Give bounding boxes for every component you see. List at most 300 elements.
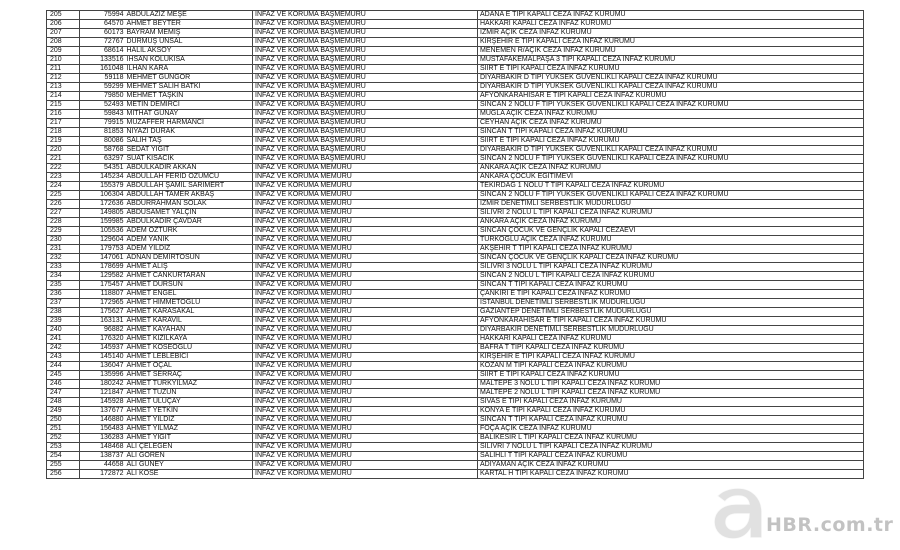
person-name-cell: İHSAN KOLUKISA — [125, 56, 253, 65]
registry-number-cell: 44658 — [80, 461, 125, 470]
registry-number-cell: 179753 — [80, 245, 125, 254]
person-name-cell: AHMET LEBLEBİCİ — [125, 353, 253, 362]
institution-cell: SİNCAN 2 NOLU F TİPİ YÜKSEK GÜVENLİKLİ KAPALI CEZA İNFAZ KURUMU — [478, 191, 864, 200]
table-row — [47, 272, 864, 281]
row-number-cell: 239 — [47, 317, 80, 326]
person-name-cell: NİYAZİ DURAK — [125, 128, 253, 137]
institution-cell: DİYARBAKIR D TİPİ YÜKSEK GÜVENLİKLİ KAPALI CEZA İNFAZ KURUMU — [478, 74, 864, 83]
institution-cell: SİNCAN 2 NOLU F TİPİ YÜKSEK GÜVENLİKLİ KAPALI CEZA İNFAZ KURUMU — [478, 155, 864, 164]
person-name-cell: SEDAT YİĞİT — [125, 146, 253, 155]
hbr-logo-icon — [708, 484, 768, 544]
table-row — [47, 443, 864, 452]
institution-cell: DİYARBAKIR D TİPİ YÜKSEK GÜVENLİKLİ KAPALI CEZA İNFAZ KURUMU — [478, 146, 864, 155]
title-cell: İNFAZ VE KORUMA MEMURU — [253, 245, 478, 254]
institution-cell: MENEMEN R/AÇIK CEZA İNFAZ KURUMU — [478, 47, 864, 56]
registry-number-cell: 172965 — [80, 299, 125, 308]
person-name-cell: ABDULLAH ŞAMİL SARIMERT — [125, 182, 253, 191]
row-number-cell: 224 — [47, 182, 80, 191]
table-row — [47, 317, 864, 326]
row-number-cell: 211 — [47, 65, 80, 74]
title-cell: İNFAZ VE KORUMA BAŞMEMURU — [253, 65, 478, 74]
registry-number-cell: 156483 — [80, 425, 125, 434]
row-number-cell: 246 — [47, 380, 80, 389]
title-cell: İNFAZ VE KORUMA MEMURU — [253, 326, 478, 335]
registry-number-cell: 64570 — [80, 20, 125, 29]
person-name-cell: ALİ ÇELEĞEN — [125, 443, 253, 452]
title-cell: İNFAZ VE KORUMA MEMURU — [253, 272, 478, 281]
title-cell: İNFAZ VE KORUMA BAŞMEMURU — [253, 92, 478, 101]
person-name-cell: AHMET TÜZÜN — [125, 389, 253, 398]
row-number-cell: 249 — [47, 407, 80, 416]
institution-cell: ADIYAMAN AÇIK CEZA İNFAZ KURUMU — [478, 461, 864, 470]
person-name-cell: AHMET YILDIZ — [125, 416, 253, 425]
registry-number-cell: 145937 — [80, 344, 125, 353]
title-cell: İNFAZ VE KORUMA MEMURU — [253, 173, 478, 182]
institution-cell: GAZİANTEP DENETİMLİ SERBESTLİK MÜDÜRLÜĞÜ — [478, 308, 864, 317]
table-row — [47, 308, 864, 317]
title-cell: İNFAZ VE KORUMA BAŞMEMURU — [253, 146, 478, 155]
table-row — [47, 83, 864, 92]
row-number-cell: 226 — [47, 200, 80, 209]
table-row — [47, 92, 864, 101]
row-number-cell: 256 — [47, 470, 80, 479]
person-name-cell: AHMET DURSUN — [125, 281, 253, 290]
title-cell: İNFAZ VE KORUMA BAŞMEMURU — [253, 110, 478, 119]
institution-cell: ANKARA ÇOCUK EĞİTİMEVİ — [478, 173, 864, 182]
registry-number-cell: 155379 — [80, 182, 125, 191]
person-name-cell: AHMET TÜRKYILMAZ — [125, 380, 253, 389]
row-number-cell: 228 — [47, 218, 80, 227]
document-sheet — [46, 10, 863, 479]
institution-cell: SİNCAN 2 NOLU L TİPİ KAPALI CEZA İNFAZ KURUMU — [478, 272, 864, 281]
table-row — [47, 353, 864, 362]
title-cell: İNFAZ VE KORUMA MEMURU — [253, 380, 478, 389]
registry-number-cell: 129604 — [80, 236, 125, 245]
person-name-cell: AHMET YİĞİT — [125, 434, 253, 443]
title-cell: İNFAZ VE KORUMA MEMURU — [253, 353, 478, 362]
registry-number-cell: 161048 — [80, 65, 125, 74]
institution-cell: ANKARA AÇIK CEZA İNFAZ KURUMU — [478, 218, 864, 227]
person-name-cell: AHMET YETKİN — [125, 407, 253, 416]
row-number-cell: 255 — [47, 461, 80, 470]
table-row — [47, 452, 864, 461]
registry-number-cell: 163131 — [80, 317, 125, 326]
person-name-cell: ABDULKADİR AKKAN — [125, 164, 253, 173]
person-name-cell: MİTHAT GÜNAY — [125, 110, 253, 119]
row-number-cell: 218 — [47, 128, 80, 137]
registry-number-cell: 138737 — [80, 452, 125, 461]
institution-cell: SİVAS E TİPİ KAPALI CEZA İNFAZ KURUMU — [478, 398, 864, 407]
registry-number-cell: 81853 — [80, 128, 125, 137]
institution-cell: HAKKARİ KAPALI CEZA İNFAZ KURUMU — [478, 20, 864, 29]
title-cell: İNFAZ VE KORUMA BAŞMEMURU — [253, 38, 478, 47]
table-row — [47, 119, 864, 128]
row-number-cell: 234 — [47, 272, 80, 281]
table-row — [47, 236, 864, 245]
title-cell: İNFAZ VE KORUMA BAŞMEMURU — [253, 137, 478, 146]
institution-cell: SİNCAN ÇOCUK VE GENÇLİK KAPALI CEZA İNFAZ KURUMU — [478, 254, 864, 263]
person-name-cell: ADEM ÖZTÜRK — [125, 227, 253, 236]
row-number-cell: 235 — [47, 281, 80, 290]
registry-number-cell: 105536 — [80, 227, 125, 236]
title-cell: İNFAZ VE KORUMA MEMURU — [253, 389, 478, 398]
registry-number-cell: 176320 — [80, 335, 125, 344]
registry-number-cell: 106304 — [80, 191, 125, 200]
row-number-cell: 238 — [47, 308, 80, 317]
registry-number-cell: 145234 — [80, 173, 125, 182]
person-name-cell: DURMUŞ ÜNSAL — [125, 38, 253, 47]
institution-cell: TEKİRDAĞ 1 NOLU T TİPİ KAPALI CEZA İNFAZ KURUMU — [478, 182, 864, 191]
registry-number-cell: 58768 — [80, 146, 125, 155]
registry-number-cell: 118807 — [80, 290, 125, 299]
registry-number-cell: 175627 — [80, 308, 125, 317]
institution-cell: SİİRT E TİPİ KAPALI CEZA İNFAZ KURUMU — [478, 371, 864, 380]
person-name-cell: SALİH TAŞ — [125, 137, 253, 146]
title-cell: İNFAZ VE KORUMA BAŞMEMURU — [253, 128, 478, 137]
row-number-cell: 247 — [47, 389, 80, 398]
watermark-text: HBR.com.tr — [766, 514, 894, 536]
row-number-cell: 251 — [47, 425, 80, 434]
title-cell: İNFAZ VE KORUMA MEMURU — [253, 200, 478, 209]
hbr-watermark — [708, 484, 894, 544]
table-row — [47, 155, 864, 164]
title-cell: İNFAZ VE KORUMA MEMURU — [253, 452, 478, 461]
institution-cell: SİİRT E TİPİ KAPALI CEZA İNFAZ KURUMU — [478, 65, 864, 74]
person-name-cell: ALİ GÜNEY — [125, 461, 253, 470]
row-number-cell: 214 — [47, 92, 80, 101]
title-cell: İNFAZ VE KORUMA MEMURU — [253, 191, 478, 200]
institution-cell: ADANA E TİPİ KAPALI CEZA İNFAZ KURUMU — [478, 11, 864, 20]
person-name-cell: ADNAN DEMİRTOSUN — [125, 254, 253, 263]
registry-number-cell: 59118 — [80, 74, 125, 83]
table-row — [47, 380, 864, 389]
table-row — [47, 398, 864, 407]
row-number-cell: 248 — [47, 398, 80, 407]
table-row — [47, 65, 864, 74]
title-cell: İNFAZ VE KORUMA MEMURU — [253, 263, 478, 272]
registry-number-cell: 79850 — [80, 92, 125, 101]
row-number-cell: 209 — [47, 47, 80, 56]
person-name-cell: AHMET KÖSEOĞLU — [125, 344, 253, 353]
row-number-cell: 221 — [47, 155, 80, 164]
title-cell: İNFAZ VE KORUMA MEMURU — [253, 281, 478, 290]
person-name-cell: MUZAFFER HARMANCI — [125, 119, 253, 128]
row-number-cell: 233 — [47, 263, 80, 272]
row-number-cell: 231 — [47, 245, 80, 254]
table-row — [47, 56, 864, 65]
institution-cell: MALTEPE 3 NOLU L TİPİ KAPALI CEZA İNFAZ KURUMU — [478, 380, 864, 389]
title-cell: İNFAZ VE KORUMA MEMURU — [253, 461, 478, 470]
registry-number-cell: 59843 — [80, 110, 125, 119]
institution-cell: İSTANBUL DENETİMLİ SERBESTLİK MÜDÜRLÜĞÜ — [478, 299, 864, 308]
table-row — [47, 209, 864, 218]
table-row — [47, 434, 864, 443]
registry-number-cell: 96882 — [80, 326, 125, 335]
institution-cell: FOÇA AÇIK CEZA İNFAZ KURUMU — [478, 425, 864, 434]
title-cell: İNFAZ VE KORUMA MEMURU — [253, 308, 478, 317]
row-number-cell: 216 — [47, 110, 80, 119]
table-row — [47, 245, 864, 254]
person-name-cell: MEHMET SALİH BATKI — [125, 83, 253, 92]
row-number-cell: 241 — [47, 335, 80, 344]
person-name-cell: AHMET KARASAKAL — [125, 308, 253, 317]
row-number-cell: 254 — [47, 452, 80, 461]
registry-number-cell: 129582 — [80, 272, 125, 281]
institution-cell: İZMİR AÇIK CEZA İNFAZ KURUMU — [478, 29, 864, 38]
registry-number-cell: 54351 — [80, 164, 125, 173]
title-cell: İNFAZ VE KORUMA MEMURU — [253, 416, 478, 425]
institution-cell: SİNCAN T TİPİ KAPALI CEZA İNFAZ KURUMU — [478, 416, 864, 425]
person-name-cell: AHMET YILMAZ — [125, 425, 253, 434]
row-number-cell: 236 — [47, 290, 80, 299]
row-number-cell: 250 — [47, 416, 80, 425]
table-row — [47, 11, 864, 20]
title-cell: İNFAZ VE KORUMA BAŞMEMURU — [253, 155, 478, 164]
registry-number-cell: 137677 — [80, 407, 125, 416]
title-cell: İNFAZ VE KORUMA MEMURU — [253, 371, 478, 380]
table-row — [47, 335, 864, 344]
institution-cell: DİYARBAKIR DENETİMLİ SERBESTLİK MÜDÜRLÜĞÜ — [478, 326, 864, 335]
institution-cell: SİNCAN 2 NOLU F TİPİ YÜKSEK GÜVENLİKLİ KAPALI CEZA İNFAZ KURUMU — [478, 101, 864, 110]
institution-cell: SİNCAN ÇOCUK VE GENÇLİK KAPALI CEZAEVİ — [478, 227, 864, 236]
registry-number-cell: 180242 — [80, 380, 125, 389]
person-name-cell: AHMET ALIŞ — [125, 263, 253, 272]
person-name-cell: ABDURRAHMAN SOLAK — [125, 200, 253, 209]
row-number-cell: 240 — [47, 326, 80, 335]
title-cell: İNFAZ VE KORUMA MEMURU — [253, 254, 478, 263]
institution-cell: BAFRA T TİPİ KAPALI CEZA İNFAZ KURUMU — [478, 344, 864, 353]
person-name-cell: ABDULLAH TAMER AKBAŞ — [125, 191, 253, 200]
table-row — [47, 38, 864, 47]
institution-cell: KIRŞEHİR E TİPİ KAPALI CEZA İNFAZ KURUMU — [478, 353, 864, 362]
person-name-cell: AHMET KARAVİL — [125, 317, 253, 326]
table-row — [47, 164, 864, 173]
table-row — [47, 407, 864, 416]
table-row — [47, 416, 864, 425]
table-row — [47, 362, 864, 371]
person-name-cell: AHMET KAYAHAN — [125, 326, 253, 335]
person-name-cell: ABDUSAMET YALÇIN — [125, 209, 253, 218]
institution-cell: ÇANKIRI E TİPİ KAPALI CEZA İNFAZ KURUMU — [478, 290, 864, 299]
person-name-cell: SUAT KISACIK — [125, 155, 253, 164]
row-number-cell: 213 — [47, 83, 80, 92]
institution-cell: SİİRT E TİPİ KAPALI CEZA İNFAZ KURUMU — [478, 137, 864, 146]
title-cell: İNFAZ VE KORUMA MEMURU — [253, 182, 478, 191]
title-cell: İNFAZ VE KORUMA BAŞMEMURU — [253, 119, 478, 128]
table-row — [47, 227, 864, 236]
row-number-cell: 208 — [47, 38, 80, 47]
row-number-cell: 225 — [47, 191, 80, 200]
registry-number-cell: 121847 — [80, 389, 125, 398]
title-cell: İNFAZ VE KORUMA BAŞMEMURU — [253, 74, 478, 83]
institution-cell: SİLİVRİ 3 NOLU L TİPİ KAPALI CEZA İNFAZ KURUMU — [478, 263, 864, 272]
registry-number-cell: 178699 — [80, 263, 125, 272]
title-cell: İNFAZ VE KORUMA BAŞMEMURU — [253, 101, 478, 110]
institution-cell: SALİHLİ T TİPİ KAPALI CEZA İNFAZ KURUMU — [478, 452, 864, 461]
institution-cell: MUĞLA AÇIK CEZA İNFAZ KURUMU — [478, 110, 864, 119]
person-name-cell: AHMET ULUÇAY — [125, 398, 253, 407]
row-number-cell: 212 — [47, 74, 80, 83]
institution-cell: İZMİR DENETİMLİ SERBESTLİK MÜDÜRLÜĞÜ — [478, 200, 864, 209]
table-row — [47, 182, 864, 191]
row-number-cell: 237 — [47, 299, 80, 308]
registry-number-cell: 80086 — [80, 137, 125, 146]
table-body — [47, 11, 864, 479]
institution-cell: SİLİVRİ 7 NOLU L TİPİ KAPALI CEZA İNFAZ KURUMU — [478, 443, 864, 452]
table-row — [47, 254, 864, 263]
row-number-cell: 244 — [47, 362, 80, 371]
person-name-cell: ALİ KÖSE — [125, 470, 253, 479]
person-name-cell: METİN DEMİRCİ — [125, 101, 253, 110]
registry-number-cell: 63297 — [80, 155, 125, 164]
registry-number-cell: 72767 — [80, 38, 125, 47]
institution-cell: HAKKARİ KAPALI CEZA İNFAZ KURUMU — [478, 335, 864, 344]
registry-number-cell: 159985 — [80, 218, 125, 227]
title-cell: İNFAZ VE KORUMA MEMURU — [253, 344, 478, 353]
person-name-cell: ABDÜLKADİR ÇAVDAR — [125, 218, 253, 227]
person-name-cell: MEHMET GÜNGÖR — [125, 74, 253, 83]
table-row — [47, 20, 864, 29]
institution-cell: AKŞEHİR T TİPİ KAPALI CEZA İNFAZ KURUMU — [478, 245, 864, 254]
registry-number-cell: 133516 — [80, 56, 125, 65]
row-number-cell: 206 — [47, 20, 80, 29]
institution-cell: CEYHAN AÇIK CEZA İNFAZ KURUMU — [478, 119, 864, 128]
institution-cell: ANKARA AÇIK CEZA İNFAZ KURUMU — [478, 164, 864, 173]
registry-number-cell: 79915 — [80, 119, 125, 128]
registry-number-cell: 135996 — [80, 371, 125, 380]
title-cell: İNFAZ VE KORUMA MEMURU — [253, 209, 478, 218]
table-row — [47, 173, 864, 182]
registry-number-cell: 147061 — [80, 254, 125, 263]
registry-number-cell: 52493 — [80, 101, 125, 110]
title-cell: İNFAZ VE KORUMA MEMURU — [253, 299, 478, 308]
institution-cell: SİNCAN T TİPİ KAPALI CEZA İNFAZ KURUMU — [478, 128, 864, 137]
registry-number-cell: 145140 — [80, 353, 125, 362]
registry-number-cell: 68614 — [80, 47, 125, 56]
title-cell: İNFAZ VE KORUMA BAŞMEMURU — [253, 47, 478, 56]
person-name-cell: ABDULAZİZ MEŞE — [125, 11, 253, 20]
person-name-cell: HALİL AKSOY — [125, 47, 253, 56]
row-number-cell: 230 — [47, 236, 80, 245]
registry-number-cell: 172636 — [80, 200, 125, 209]
institution-cell: MUSTAFAKEMALPAŞA 3 TİPİ KAPALI CEZA İNFAZ KURUMU — [478, 56, 864, 65]
row-number-cell: 245 — [47, 371, 80, 380]
table-row — [47, 344, 864, 353]
title-cell: İNFAZ VE KORUMA MEMURU — [253, 335, 478, 344]
title-cell: İNFAZ VE KORUMA MEMURU — [253, 218, 478, 227]
person-name-cell: ADEM YANIK — [125, 236, 253, 245]
person-name-cell: ALİ GÖREN — [125, 452, 253, 461]
title-cell: İNFAZ VE KORUMA BAŞMEMURU — [253, 20, 478, 29]
registry-number-cell: 60173 — [80, 29, 125, 38]
title-cell: İNFAZ VE KORUMA BAŞMEMURU — [253, 56, 478, 65]
person-name-cell: AHMET ENGEL — [125, 290, 253, 299]
row-number-cell: 215 — [47, 101, 80, 110]
row-number-cell: 219 — [47, 137, 80, 146]
table-row — [47, 29, 864, 38]
registry-number-cell: 136283 — [80, 434, 125, 443]
table-row — [47, 299, 864, 308]
table-row — [47, 281, 864, 290]
personnel-table — [46, 10, 864, 479]
title-cell: İNFAZ VE KORUMA MEMURU — [253, 470, 478, 479]
registry-number-cell: 146880 — [80, 416, 125, 425]
table-row — [47, 290, 864, 299]
person-name-cell: AHMET ÖÇAL — [125, 362, 253, 371]
title-cell: İNFAZ VE KORUMA MEMURU — [253, 362, 478, 371]
registry-number-cell: 149805 — [80, 209, 125, 218]
table-row — [47, 101, 864, 110]
table-row — [47, 263, 864, 272]
table-row — [47, 146, 864, 155]
row-number-cell: 220 — [47, 146, 80, 155]
row-number-cell: 252 — [47, 434, 80, 443]
table-row — [47, 461, 864, 470]
title-cell: İNFAZ VE KORUMA MEMURU — [253, 398, 478, 407]
institution-cell: TÜRKOĞLU AÇIK CEZA İNFAZ KURUMU — [478, 236, 864, 245]
title-cell: İNFAZ VE KORUMA MEMURU — [253, 164, 478, 173]
table-row — [47, 191, 864, 200]
row-number-cell: 227 — [47, 209, 80, 218]
title-cell: İNFAZ VE KORUMA MEMURU — [253, 227, 478, 236]
row-number-cell: 205 — [47, 11, 80, 20]
title-cell: İNFAZ VE KORUMA BAŞMEMURU — [253, 11, 478, 20]
table-row — [47, 218, 864, 227]
institution-cell: DİYARBAKIR D TİPİ YÜKSEK GÜVENLİKLİ KAPALI CEZA İNFAZ KURUMU — [478, 83, 864, 92]
table-row — [47, 128, 864, 137]
person-name-cell: AHMET SERRAÇ — [125, 371, 253, 380]
row-number-cell: 242 — [47, 344, 80, 353]
table-row — [47, 47, 864, 56]
title-cell: İNFAZ VE KORUMA MEMURU — [253, 317, 478, 326]
registry-number-cell: 172872 — [80, 470, 125, 479]
person-name-cell: AHMET HİMMETOĞLU — [125, 299, 253, 308]
row-number-cell: 217 — [47, 119, 80, 128]
table-row — [47, 110, 864, 119]
person-name-cell: MEHMET TAŞKIN — [125, 92, 253, 101]
institution-cell: SİLİVRİ 2 NOLU L TİPİ KAPALI CEZA İNFAZ KURUMU — [478, 209, 864, 218]
registry-number-cell: 59299 — [80, 83, 125, 92]
registry-number-cell: 175457 — [80, 281, 125, 290]
institution-cell: KIRŞEHİR E TİPİ KAPALI CEZA İNFAZ KURUMU — [478, 38, 864, 47]
title-cell: İNFAZ VE KORUMA MEMURU — [253, 290, 478, 299]
row-number-cell: 223 — [47, 173, 80, 182]
person-name-cell: İLHAN KARA — [125, 65, 253, 74]
table-row — [47, 200, 864, 209]
row-number-cell: 253 — [47, 443, 80, 452]
title-cell: İNFAZ VE KORUMA MEMURU — [253, 236, 478, 245]
table-row — [47, 74, 864, 83]
registry-number-cell: 136047 — [80, 362, 125, 371]
row-number-cell: 229 — [47, 227, 80, 236]
person-name-cell: ADEM YILDIZ — [125, 245, 253, 254]
person-name-cell: AHMET KIZILKAYA — [125, 335, 253, 344]
registry-number-cell: 75994 — [80, 11, 125, 20]
institution-cell: BALIKESİR L TİPİ KAPALI CEZA İNFAZ KURUMU — [478, 434, 864, 443]
title-cell: İNFAZ VE KORUMA MEMURU — [253, 434, 478, 443]
institution-cell: KOZAN M TİPİ KAPALI CEZA İNFAZ KURUMU — [478, 362, 864, 371]
row-number-cell: 210 — [47, 56, 80, 65]
title-cell: İNFAZ VE KORUMA BAŞMEMURU — [253, 29, 478, 38]
institution-cell: AFYONKARAHİSAR E TİPİ KAPALI CEZA İNFAZ KURUMU — [478, 92, 864, 101]
title-cell: İNFAZ VE KORUMA MEMURU — [253, 407, 478, 416]
registry-number-cell: 148468 — [80, 443, 125, 452]
person-name-cell: BAYRAM MEMİŞ — [125, 29, 253, 38]
institution-cell: KARTAL H TİPİ KAPALI CEZA İNFAZ KURUMU — [478, 470, 864, 479]
row-number-cell: 222 — [47, 164, 80, 173]
table-row — [47, 137, 864, 146]
institution-cell: SİNCAN T TİPİ KAPALI CEZA İNFAZ KURUMU — [478, 281, 864, 290]
